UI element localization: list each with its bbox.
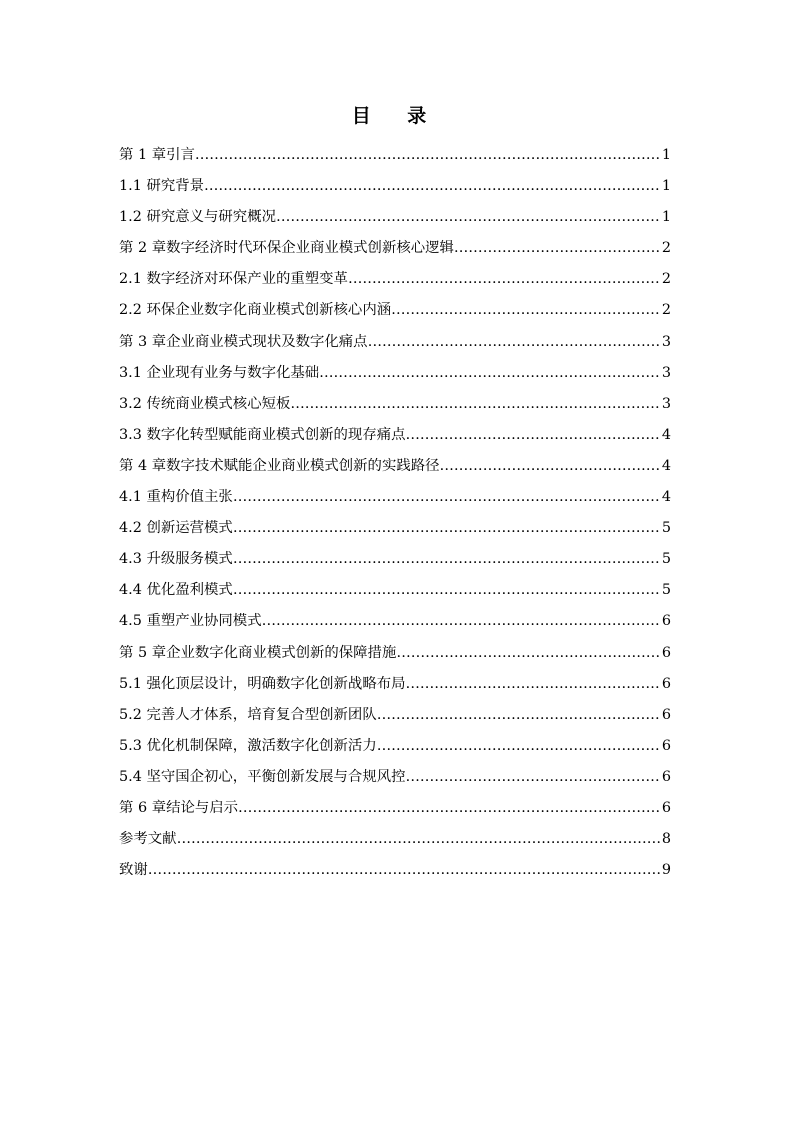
toc-dot-leader: [396, 638, 661, 669]
toc-entry-label: 4.2 创新运营模式: [119, 520, 233, 537]
toc-dot-leader: [440, 451, 661, 482]
toc-dot-leader: [290, 389, 660, 420]
toc-entry[interactable]: [119, 606, 671, 637]
toc-entry[interactable]: [119, 824, 671, 855]
toc-entry-page-number: 2: [661, 302, 671, 319]
toc-entry[interactable]: [119, 358, 671, 389]
toc-dot-leader: [406, 669, 661, 700]
toc-title: 目 录: [351, 105, 442, 127]
toc-dot-leader: [233, 575, 661, 606]
toc-entry-label: 第 5 章企业数字化商业模式创新的保障措施: [119, 644, 397, 661]
toc-entry-page-number: 3: [661, 364, 671, 381]
toc-entry-label: 5.4 坚守国企初心，平衡创新发展与合规风控: [119, 768, 406, 785]
toc-entry-page-number: 5: [661, 520, 671, 537]
toc-entry[interactable]: [119, 544, 671, 575]
toc-entry-label: 3.3 数字化转型赋能商业模式创新的现存痛点: [119, 426, 406, 443]
toc-entry-label: 4.1 重构价值主张: [119, 489, 233, 506]
toc-dot-leader: [406, 762, 661, 793]
toc-entry[interactable]: [119, 264, 671, 295]
toc-entry-label: 5.1 强化顶层设计，明确数字化创新战略布局: [119, 675, 406, 692]
toc-entry[interactable]: [119, 700, 671, 731]
toc-entry-page-number: 8: [661, 831, 671, 848]
toc-entry-label: 第 1 章引言: [119, 147, 195, 163]
toc-dot-leader: [195, 140, 661, 171]
toc-entry-label: 4.3 升级服务模式: [119, 551, 233, 568]
toc-dot-leader: [233, 513, 661, 544]
toc-dot-leader: [262, 606, 661, 637]
toc-entry-page-number: 2: [661, 240, 671, 257]
toc-entry-label: 第 2 章数字经济时代环保企业商业模式创新核心逻辑: [119, 240, 454, 257]
toc-entry-label: 3.2 传统商业模式核心短板: [119, 395, 291, 412]
toc-entry[interactable]: [119, 731, 671, 762]
toc-entry[interactable]: [119, 575, 671, 606]
toc-entry-label: 第 3 章企业商业模式现状及数字化痛点: [119, 333, 368, 350]
toc-entry-label: 第 6 章结论与启示: [119, 799, 239, 816]
toc-entry[interactable]: [119, 793, 671, 824]
toc-entry-label: 第 4 章数字技术赋能企业商业模式创新的实践路径: [119, 457, 440, 474]
toc-entry[interactable]: [119, 451, 671, 482]
toc-entry-label: 致谢: [119, 862, 148, 879]
toc-dot-leader: [368, 327, 661, 358]
toc-dot-leader: [276, 202, 661, 233]
toc-entry-label: 1.1 研究背景: [119, 178, 205, 195]
toc-dot-leader: [233, 482, 661, 513]
toc-entry[interactable]: [119, 638, 671, 669]
toc-dot-leader: [238, 793, 661, 824]
toc-dot-leader: [348, 264, 661, 295]
toc-entry[interactable]: [119, 855, 671, 886]
toc-entry-page-number: 5: [661, 582, 671, 599]
toc-entry-page-number: 1: [661, 178, 671, 195]
toc-entry[interactable]: [119, 513, 671, 544]
toc-dot-leader: [406, 420, 661, 451]
toc-entry-page-number: 6: [661, 613, 671, 630]
toc-dot-leader: [319, 358, 661, 389]
toc-entry-page-number: 3: [661, 395, 671, 412]
toc-dot-leader: [233, 544, 661, 575]
toc-entry-label: 4.4 优化盈利模式: [119, 582, 233, 599]
toc-entry[interactable]: [119, 202, 671, 233]
toc-entry-label: 2.2 环保企业数字化商业模式创新核心内涵: [119, 302, 392, 319]
toc-entry[interactable]: [119, 669, 671, 700]
toc-entry-label: 4.5 重塑产业协同模式: [119, 613, 262, 630]
toc-entry[interactable]: [119, 233, 671, 264]
toc-entry[interactable]: [119, 327, 671, 358]
toc-entry-label: 5.3 优化机制保障，激活数字化创新活力: [119, 737, 377, 754]
toc-entry-page-number: 6: [661, 799, 671, 816]
toc-entry-label: 5.2 完善人才体系，培育复合型创新团队: [119, 706, 377, 723]
toc-entry-page-number: 6: [661, 644, 671, 661]
toc-entry-page-number: 6: [661, 737, 671, 754]
toc-entry-page-number: 3: [661, 333, 671, 350]
toc-entry-page-number: 4: [661, 426, 671, 443]
toc-entry-page-number: 1: [661, 209, 671, 226]
toc-entry[interactable]: [119, 762, 671, 793]
toc-dot-leader: [377, 731, 661, 762]
toc-entry-page-number: 6: [661, 706, 671, 723]
toc-dot-leader: [454, 233, 661, 264]
toc-entry[interactable]: [119, 420, 671, 451]
toc-entry[interactable]: [119, 171, 671, 202]
toc-entry-label: 3.1 企业现有业务与数字化基础: [119, 364, 320, 381]
toc-dot-leader: [177, 824, 661, 855]
toc-list: [119, 140, 671, 886]
toc-entry-page-number: 9: [661, 862, 671, 879]
toc-dot-leader: [391, 295, 661, 326]
toc-entry-label: 1.2 研究意义与研究概况: [119, 209, 276, 226]
toc-entry-page-number: 2: [661, 271, 671, 288]
toc-entry[interactable]: [119, 389, 671, 420]
toc-entry-label: 2.1 数字经济对环保产业的重塑变革: [119, 271, 348, 288]
toc-entry-page-number: 1: [661, 147, 671, 163]
toc-entry-page-number: 4: [661, 457, 671, 474]
toc-entry-page-number: 5: [661, 551, 671, 568]
toc-entry[interactable]: [119, 482, 671, 513]
toc-entry[interactable]: [119, 295, 671, 326]
toc-dot-leader: [148, 855, 661, 886]
toc-entry-page-number: 4: [661, 489, 671, 506]
toc-entry[interactable]: [119, 140, 671, 171]
toc-dot-leader: [204, 171, 661, 202]
toc-entry-label: 参考文献: [119, 831, 177, 848]
toc-entry-page-number: 6: [661, 768, 671, 785]
toc-dot-leader: [377, 700, 661, 731]
toc-entry-page-number: 6: [661, 675, 671, 692]
